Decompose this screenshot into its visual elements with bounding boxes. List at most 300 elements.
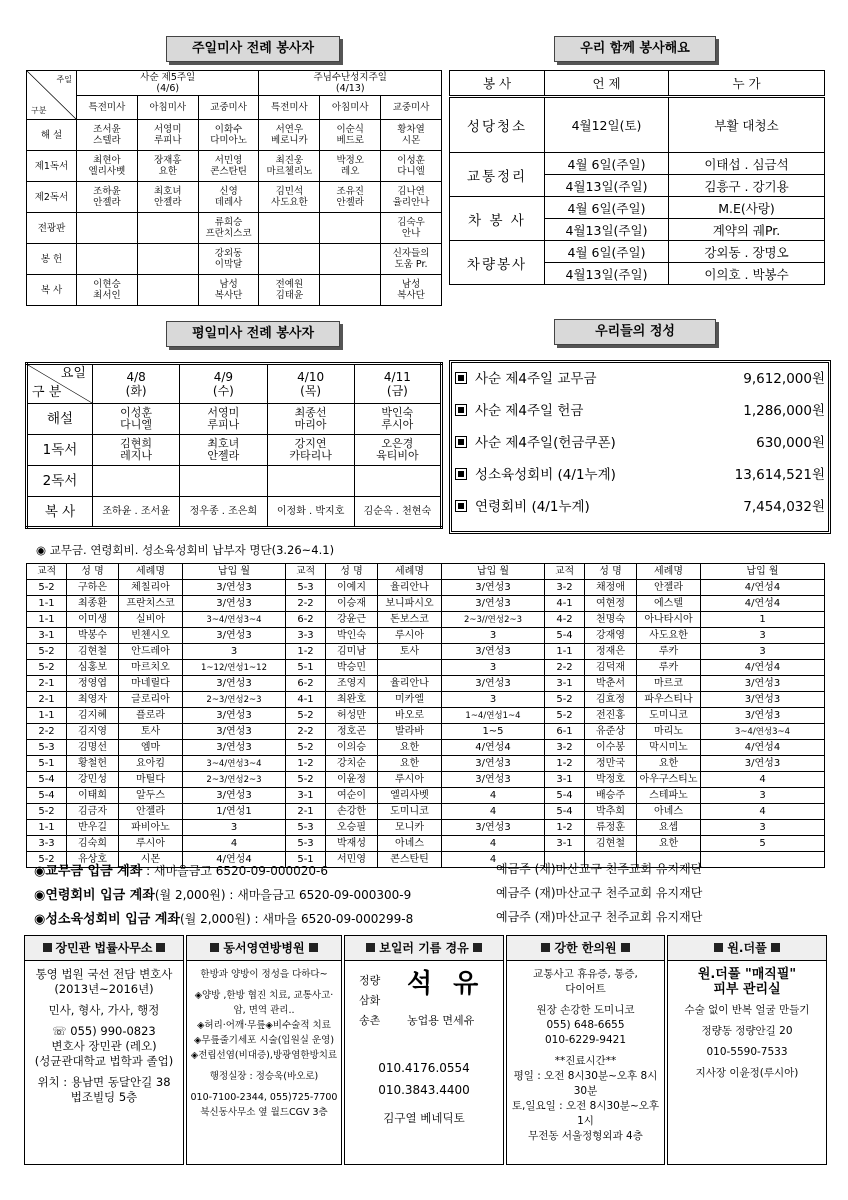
- together-who: 부활 대청소: [669, 97, 825, 153]
- payer-cell: 이수봉: [585, 740, 637, 756]
- payer-cell: 미카엘: [378, 692, 442, 708]
- payer-cell: 3/연성3: [442, 596, 545, 612]
- volunteer-cell: 이현승 최서인: [77, 275, 138, 306]
- weekday-cell: 김순옥 . 천현숙: [354, 497, 441, 528]
- volunteer-cell: 김민석 사도요한: [259, 182, 320, 213]
- account-line: ◉교무금 입금 계좌 : 새마을금고 6520-09-000020-6: [34, 864, 329, 879]
- payer-cell: 3/연성3: [183, 708, 286, 724]
- ad-body: 통영 법원 국선 전담 변호사 (2013년~2016년) 민사, 형사, 가사, 행정 ☏ 055) 990-0823 변호사 장민관 (레오) (성균관대학교 법학과 졸업) 위치 : 용남면 동달안길 38 법조빌딩 5층: [34, 967, 174, 1104]
- account-holder: 예금주 (재)마산교구 천주교회 유지재단: [496, 862, 703, 876]
- payer-cell: 5-2: [27, 660, 67, 676]
- volunteer-cell: 조유진 안젤라: [320, 182, 381, 213]
- payer-cell: 박인숙: [326, 628, 378, 644]
- weekday-day-header: 4/8 (화): [93, 364, 180, 404]
- payers-header: 교적: [286, 564, 326, 580]
- bullet-icon: [455, 372, 467, 384]
- volunteer-cell: [77, 213, 138, 244]
- payer-cell: 3~4/연성3~4: [701, 724, 825, 740]
- payer-cell: 요셉: [637, 820, 701, 836]
- table-row: [27, 788, 825, 804]
- payer-cell: 1-1: [545, 644, 585, 660]
- payer-cell: 5-4: [545, 628, 585, 644]
- together-who: 김흥구 . 강기용: [669, 175, 825, 197]
- payer-cell: 2-2: [286, 724, 326, 740]
- payer-cell: 3: [701, 788, 825, 804]
- payer-cell: 4: [701, 804, 825, 820]
- weekday-day-header: 4/11 (금): [354, 364, 441, 404]
- payer-cell: 강민성: [67, 772, 119, 788]
- payer-cell: 안드레아: [119, 644, 183, 660]
- ad-body: 교통사고 휴유증, 통증, 다이어트 원장 손강한 도미니코 055) 648-6655 010-6229-9421 **진료시간** 평일 : 오전 8시30분~오후 8시30분 토,일요일 : 오전 8시30분~오후 1시 무전동 서울정형외과 4층: [511, 968, 660, 1142]
- volunteer-cell: 이순식 베드로: [320, 120, 381, 151]
- payer-cell: 3/연성3: [701, 692, 825, 708]
- payer-cell: 4/연성4: [701, 596, 825, 612]
- payer-cell: 3/연성3: [442, 580, 545, 596]
- payer-cell: 에스텔: [637, 596, 701, 612]
- payer-cell: 3-2: [545, 740, 585, 756]
- payer-cell: 실비아: [119, 612, 183, 628]
- payer-cell: 빈첸시오: [119, 628, 183, 644]
- payer-cell: 3-1: [545, 836, 585, 852]
- payer-cell: 이의승: [326, 740, 378, 756]
- payer-cell: 아녜스: [378, 836, 442, 852]
- volunteer-cell: 서영미 루피나: [137, 120, 198, 151]
- payer-cell: 요한: [637, 836, 701, 852]
- weekday-table: [25, 362, 443, 529]
- ad-box: [344, 935, 504, 1165]
- payers-header: 세례명: [119, 564, 183, 580]
- payer-cell: 2-1: [286, 804, 326, 820]
- volunteer-cell: 황차열 시몬: [381, 120, 442, 151]
- ad-body: 정량 삼화 송촌 석 유 농업용 면세유 010.4176.0554 010.3843.4400 김구열 베네딕토: [359, 969, 485, 1125]
- payer-cell: 3: [442, 660, 545, 676]
- together-header: 언 제: [545, 71, 669, 97]
- payer-cell: 6-2: [286, 612, 326, 628]
- payer-cell: 율리안나: [378, 676, 442, 692]
- volunteer-cell: [137, 275, 198, 306]
- payer-cell: 1-1: [27, 612, 67, 628]
- payer-cell: 3/연성3: [442, 772, 545, 788]
- together-header: 봉 사: [450, 71, 545, 97]
- payer-cell: 여현정: [585, 596, 637, 612]
- payer-cell: 3~4/연성3~4: [183, 612, 286, 628]
- payer-cell: 정영엽: [67, 676, 119, 692]
- payers-header: 세례명: [637, 564, 701, 580]
- payer-cell: 안젤라: [119, 804, 183, 820]
- payer-cell: 김현철: [67, 644, 119, 660]
- weekday-cell: 김현희 레지나: [93, 435, 180, 466]
- payer-cell: 5-4: [545, 804, 585, 820]
- volunteer-cell: 박정오 레오: [320, 151, 381, 182]
- together-when: 4월 6일(주일): [545, 153, 669, 175]
- volunteer-cell: 장재홍 요한: [137, 151, 198, 182]
- volunteer-cell: [259, 213, 320, 244]
- payer-cell: 5: [701, 836, 825, 852]
- payer-cell: 반우길: [67, 820, 119, 836]
- payer-cell: 요한: [378, 756, 442, 772]
- payers-header: 성 명: [585, 564, 637, 580]
- weekday-cell: 최종선 마리아: [267, 404, 354, 435]
- ad-box: [667, 935, 827, 1165]
- square-icon: [771, 943, 780, 952]
- weekday-day-header: 4/10 (목): [267, 364, 354, 404]
- weekday-day-header: 4/9 (수): [180, 364, 267, 404]
- payer-cell: 1-1: [27, 708, 67, 724]
- payer-cell: 1-1: [27, 596, 67, 612]
- mass-header: 특전미사: [77, 96, 138, 120]
- payer-cell: 박봉수: [67, 628, 119, 644]
- payer-cell: 체칠리아: [119, 580, 183, 596]
- payer-cell: 3-3: [27, 836, 67, 852]
- payer-cell: 3~4/연성3~4: [183, 756, 286, 772]
- weekday-cell: 이정화 . 박지호: [267, 497, 354, 528]
- account-line: ◉연령회비 입금 계좌(월 2,000원) : 새마을금고 6520-09-000300-9: [34, 888, 412, 903]
- sunday-group-header: 사순 제5주일 (4/6): [77, 71, 259, 96]
- weekday-row-label: 1독서: [27, 435, 93, 466]
- ad-box: [506, 935, 665, 1165]
- square-icon: [473, 943, 482, 952]
- payer-cell: 5-1: [286, 660, 326, 676]
- ad-title: 장민관 법률사무소: [25, 936, 183, 961]
- payer-cell: 5-3: [286, 580, 326, 596]
- table-row: [27, 804, 825, 820]
- payer-cell: 3/연성3: [183, 580, 286, 596]
- weekday-corner: 요일 구 분: [27, 364, 93, 404]
- table-row: [27, 724, 825, 740]
- square-icon: [541, 943, 550, 952]
- payer-cell: 3/연성3: [701, 756, 825, 772]
- payer-cell: 3-1: [286, 788, 326, 804]
- together-when: 4월 6일(주일): [545, 197, 669, 219]
- payer-cell: 전진홍: [585, 708, 637, 724]
- mass-header: 아침미사: [137, 96, 198, 120]
- volunteer-cell: 이성훈 다니엘: [381, 151, 442, 182]
- payer-cell: 5-2: [27, 852, 67, 868]
- payer-cell: 5-2: [27, 644, 67, 660]
- mass-header: 아침미사: [320, 96, 381, 120]
- payer-cell: 글로리아: [119, 692, 183, 708]
- square-icon: [43, 943, 52, 952]
- together-task: 교통정리: [450, 153, 545, 197]
- square-icon: [210, 943, 219, 952]
- together-who: 강외동 . 장명오: [669, 241, 825, 263]
- payer-cell: 김숙희: [67, 836, 119, 852]
- sunday-title: 주일미사 전례 봉사자: [166, 36, 340, 62]
- payer-cell: 4: [183, 836, 286, 852]
- payer-cell: 박정호: [585, 772, 637, 788]
- payer-cell: 3: [442, 692, 545, 708]
- payers-header: 납입 월: [701, 564, 825, 580]
- weekday-row-label: 복 사: [27, 497, 93, 528]
- row-label: 복 사: [27, 275, 77, 306]
- together-when: 4월13일(주일): [545, 175, 669, 197]
- table-row: [27, 820, 825, 836]
- payer-cell: 요아킴: [119, 756, 183, 772]
- payer-cell: 아나타시아: [637, 612, 701, 628]
- together-title: 우리 함께 봉사해요: [554, 36, 716, 62]
- payer-cell: 5-2: [286, 740, 326, 756]
- account-line: ◉성소육성회비 입금 계좌(월 2,000원) : 새마을 6520-09-000299-8: [34, 912, 414, 927]
- payer-cell: 모니카: [378, 820, 442, 836]
- payer-cell: 구하은: [67, 580, 119, 596]
- payer-cell: 류정훈: [585, 820, 637, 836]
- payer-cell: 3/연성3: [183, 676, 286, 692]
- table-row: [27, 676, 825, 692]
- payer-cell: 2-2: [27, 724, 67, 740]
- row-label: 제1독서: [27, 151, 77, 182]
- bullet-icon: [455, 404, 467, 416]
- payer-cell: 1: [701, 612, 825, 628]
- payer-cell: 돈보스코: [378, 612, 442, 628]
- payer-cell: 1/연성1: [183, 804, 286, 820]
- weekday-cell: 최호녀 안젤라: [180, 435, 267, 466]
- volunteer-cell: 최현아 엘리사벳: [77, 151, 138, 182]
- payer-cell: 조영지: [326, 676, 378, 692]
- together-who: 이태섭 . 심금석: [669, 153, 825, 175]
- together-header: 누 가: [669, 71, 825, 97]
- together-task: 성당청소: [450, 97, 545, 153]
- table-row: [27, 660, 825, 676]
- table-row: [27, 756, 825, 772]
- account-holder: 예금주 (재)마산교구 천주교회 유지재단: [496, 910, 703, 924]
- payer-cell: 5-2: [286, 772, 326, 788]
- payer-cell: 스테파노: [637, 788, 701, 804]
- payer-cell: 토사: [378, 644, 442, 660]
- payers-header: 세례명: [378, 564, 442, 580]
- table-row: [27, 612, 825, 628]
- together-who: 이의호 . 박봉수: [669, 263, 825, 285]
- payer-cell: 3/연성3: [183, 628, 286, 644]
- payer-cell: 이승재: [326, 596, 378, 612]
- sunday-corner: 주일 구분: [27, 71, 77, 120]
- sunday-group-header: 주님수난성지주일 (4/13): [259, 71, 442, 96]
- ad-body: 한방과 양방이 정성을 다하다~ ◈양방 ,한방 협진 치료, 교통사고· 암, 면역 관리.. ◈허리·어깨·무릎◈비수술적 치료 ◈무릎줄기세포 시술(입원실 운영) ◈전립선염(비대증),방광염한방치료 행정실장 : 정승욱(바오로) 010-7100-2344, 055)725-7700 북신동사무소 옆 월드CGV 3층: [190, 969, 338, 1118]
- payer-cell: 2~3/연성2~3: [183, 772, 286, 788]
- payer-cell: 마네릴다: [119, 676, 183, 692]
- payer-cell: 보니파시오: [378, 596, 442, 612]
- together-when: 4월12일(토): [545, 97, 669, 153]
- payers-header: 교적: [545, 564, 585, 580]
- volunteer-cell: 류희승 프란치스코: [198, 213, 259, 244]
- payer-cell: 허성만: [326, 708, 378, 724]
- payer-cell: 2~3//연성2~3: [442, 612, 545, 628]
- offering-title: 우리들의 정성: [554, 319, 716, 345]
- bullet-icon: [455, 500, 467, 512]
- table-row: [27, 644, 825, 660]
- together-when: 4월13일(주일): [545, 263, 669, 285]
- payer-cell: 도미니코: [637, 708, 701, 724]
- payer-cell: 5-3: [286, 836, 326, 852]
- table-row: [27, 628, 825, 644]
- payer-cell: 콘스탄틴: [378, 852, 442, 868]
- volunteer-cell: 조서윤 스텔라: [77, 120, 138, 151]
- volunteer-cell: [137, 244, 198, 275]
- payer-cell: 토사: [119, 724, 183, 740]
- payer-cell: 도미니코: [378, 804, 442, 820]
- payer-cell: 2-1: [27, 692, 67, 708]
- account-holder: 예금주 (재)마산교구 천주교회 유지재단: [496, 886, 703, 900]
- ad-box: [24, 935, 184, 1165]
- volunteer-cell: 김숙우 안나: [381, 213, 442, 244]
- weekday-row-label: 해설: [27, 404, 93, 435]
- payer-cell: 5-3: [286, 820, 326, 836]
- volunteer-cell: 남성 복사단: [381, 275, 442, 306]
- payer-cell: 4-2: [545, 612, 585, 628]
- square-icon: [309, 943, 318, 952]
- payer-cell: 5-2: [27, 580, 67, 596]
- payer-cell: 안젤라: [637, 580, 701, 596]
- payer-cell: 3-2: [545, 580, 585, 596]
- table-row: [27, 772, 825, 788]
- payer-cell: 3-1: [545, 772, 585, 788]
- table-row: [27, 708, 825, 724]
- payer-cell: 루카: [637, 644, 701, 660]
- payer-cell: 6-2: [286, 676, 326, 692]
- payer-cell: 3/연성3: [183, 596, 286, 612]
- payer-cell: 4: [442, 788, 545, 804]
- payer-cell: 4-1: [286, 692, 326, 708]
- weekday-cell: 정우종 . 조은희: [180, 497, 267, 528]
- payer-cell: 3: [442, 628, 545, 644]
- payer-cell: 4: [442, 852, 545, 868]
- ad-box: [186, 935, 342, 1165]
- table-row: [27, 692, 825, 708]
- payer-cell: 2-2: [286, 596, 326, 612]
- payer-cell: 정호곤: [326, 724, 378, 740]
- together-when: 4월 6일(주일): [545, 241, 669, 263]
- payer-cell: 이예지: [326, 580, 378, 596]
- together-when: 4월13일(주일): [545, 219, 669, 241]
- weekday-cell: 서영미 루피나: [180, 404, 267, 435]
- ad-title: 강한 한의원: [507, 936, 664, 961]
- payer-cell: [378, 660, 442, 676]
- payer-cell: 김지혜: [67, 708, 119, 724]
- payer-cell: 배승주: [585, 788, 637, 804]
- ad-title: 보일러 기름 경유: [345, 936, 503, 961]
- payer-cell: 5-2: [545, 692, 585, 708]
- payer-cell: 박추희: [585, 804, 637, 820]
- payer-cell: 5-4: [27, 788, 67, 804]
- payer-cell: 마틸다: [119, 772, 183, 788]
- volunteer-cell: 신자들의 도움 Pr.: [381, 244, 442, 275]
- payer-cell: 김금자: [67, 804, 119, 820]
- payer-cell: 김효정: [585, 692, 637, 708]
- payer-cell: 3/연성3: [183, 724, 286, 740]
- payers-header: 납입 월: [442, 564, 545, 580]
- weekday-cell: [180, 466, 267, 497]
- payer-cell: 3-1: [27, 628, 67, 644]
- payer-cell: 3/연성3: [442, 820, 545, 836]
- payer-cell: 사도요한: [637, 628, 701, 644]
- payer-cell: 이미생: [67, 612, 119, 628]
- table-row: [27, 580, 825, 596]
- sunday-table: [26, 70, 442, 306]
- volunteer-cell: 남성 복사단: [198, 275, 259, 306]
- payer-cell: 3/연성3: [701, 708, 825, 724]
- payer-cell: 4/연성4: [442, 740, 545, 756]
- payers-header: 성 명: [67, 564, 119, 580]
- payer-cell: 4/연성4: [701, 580, 825, 596]
- payer-cell: 아우구스티노: [637, 772, 701, 788]
- offering-item: 사순 제4주일 헌금 1,286,000원: [455, 398, 825, 425]
- volunteer-cell: 전예원 김태윤: [259, 275, 320, 306]
- mass-header: 특전미사: [259, 96, 320, 120]
- payer-cell: 루시아: [378, 772, 442, 788]
- weekday-cell: 박인숙 루시아: [354, 404, 441, 435]
- payer-cell: 알두스: [119, 788, 183, 804]
- volunteer-cell: 이화수 다미아노: [198, 120, 259, 151]
- payer-cell: 3-3: [286, 628, 326, 644]
- payer-cell: 마르코: [637, 676, 701, 692]
- payer-cell: 서민영: [326, 852, 378, 868]
- payer-cell: 3-1: [545, 676, 585, 692]
- payer-cell: 3/연성3: [701, 676, 825, 692]
- weekday-cell: [93, 466, 180, 497]
- payer-cell: 파우스티나: [637, 692, 701, 708]
- payer-cell: 막시미노: [637, 740, 701, 756]
- payer-cell: 5-2: [545, 708, 585, 724]
- ad-body: 원.더풀 "매직필" 피부 관리실 수술 없이 반복 얼굴 만들기 정량동 정량안길 20 010-5590-7533 지사장 이윤정(루시아): [684, 967, 810, 1079]
- payer-cell: 이태희: [67, 788, 119, 804]
- payer-cell: 3: [701, 644, 825, 660]
- payer-cell: 5-4: [545, 788, 585, 804]
- volunteer-cell: 김나연 율리안나: [381, 182, 442, 213]
- payer-cell: 프란치스코: [119, 596, 183, 612]
- payer-cell: 율리안나: [378, 580, 442, 596]
- payers-header: 성 명: [326, 564, 378, 580]
- payer-cell: 김현철: [585, 836, 637, 852]
- payer-cell: 3: [183, 820, 286, 836]
- volunteer-cell: 강외동 이막달: [198, 244, 259, 275]
- payer-cell: 마리노: [637, 724, 701, 740]
- volunteer-cell: [320, 244, 381, 275]
- payer-cell: 강치순: [326, 756, 378, 772]
- payer-cell: 3/연성3: [442, 644, 545, 660]
- payer-cell: 1-2: [545, 756, 585, 772]
- volunteer-cell: [320, 275, 381, 306]
- mass-header: 교중미사: [198, 96, 259, 120]
- payer-cell: 3/연성3: [442, 756, 545, 772]
- payer-cell: 마르치오: [119, 660, 183, 676]
- payer-cell: 엘리사벳: [378, 788, 442, 804]
- payer-cell: 시몬: [119, 852, 183, 868]
- offering-item: 연령회비 (4/1누계) 7,454,032원: [455, 494, 825, 521]
- payer-cell: [701, 852, 825, 868]
- payers-table: [26, 563, 825, 868]
- weekday-cell: 강지연 카타리나: [267, 435, 354, 466]
- bullet-icon: [455, 468, 467, 480]
- offering-item: 사순 제4주일(헌금쿠폰) 630,000원: [455, 430, 825, 457]
- payer-cell: 1-1: [27, 820, 67, 836]
- weekday-cell: 이성훈 다니엘: [93, 404, 180, 435]
- ad-brand: 석 유: [407, 969, 485, 999]
- payer-cell: 4: [442, 836, 545, 852]
- volunteer-cell: [77, 244, 138, 275]
- payer-cell: 3: [183, 644, 286, 660]
- payer-cell: 1-2: [286, 644, 326, 660]
- together-table: [449, 70, 825, 285]
- payer-cell: 2~3/연성2~3: [183, 692, 286, 708]
- payer-cell: 박재성: [326, 836, 378, 852]
- table-row: [27, 740, 825, 756]
- payer-cell: 파비아노: [119, 820, 183, 836]
- payer-cell: 오승필: [326, 820, 378, 836]
- payer-cell: 플로라: [119, 708, 183, 724]
- weekday-cell: [267, 466, 354, 497]
- payer-cell: 김명선: [67, 740, 119, 756]
- volunteer-cell: 신영 데레사: [198, 182, 259, 213]
- payer-cell: 6-1: [545, 724, 585, 740]
